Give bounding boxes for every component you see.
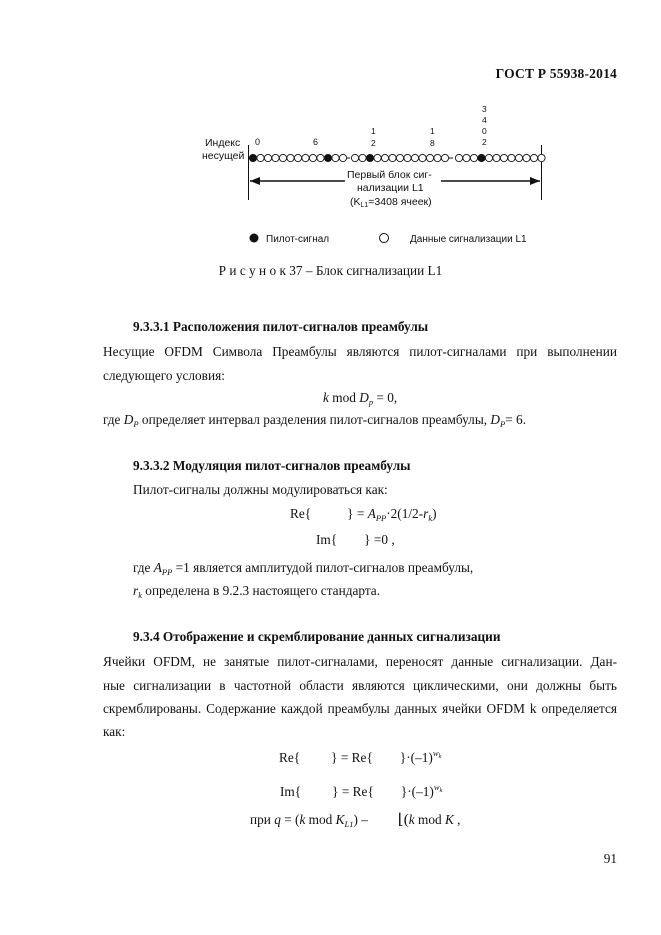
data-cell	[332, 154, 339, 161]
legend-data-marker	[380, 234, 389, 243]
pilot-cell	[366, 154, 373, 161]
data-cell	[381, 154, 388, 161]
data-cell	[287, 154, 294, 161]
data-cell	[359, 154, 366, 161]
data-cell	[272, 154, 279, 161]
data-cell	[538, 154, 545, 161]
data-cell	[493, 154, 500, 161]
block-label-line2: нализации L1	[357, 182, 424, 194]
data-cell	[470, 154, 477, 161]
index-label-3402-d1: 3	[482, 104, 487, 114]
data-cell	[264, 154, 271, 161]
data-cell	[508, 154, 515, 161]
data-cell	[515, 154, 522, 161]
index-label-12-bottom: 2	[371, 138, 376, 148]
formula-re-data: Re{ } = Re{ }$\cdot(-1)^{w_k}$	[279, 748, 442, 765]
span-arrowhead-right	[530, 177, 540, 185]
data-cell	[396, 154, 403, 161]
data-cell	[441, 154, 448, 161]
data-cell	[309, 154, 316, 161]
data-cell	[257, 154, 264, 161]
data-cell	[485, 154, 492, 161]
data-cell	[302, 154, 309, 161]
span-arrowhead-left	[250, 177, 260, 185]
data-cell	[426, 154, 433, 161]
para-9331-line2: следующего условия:	[103, 368, 225, 383]
index-label-3402-d2: 4	[482, 115, 487, 125]
data-cell	[411, 154, 418, 161]
index-label-3402-d3: 0	[482, 126, 487, 136]
para-9332: Пилот-сигналы должны модулироваться как:	[133, 482, 388, 497]
data-cell	[317, 154, 324, 161]
formula-pilot-condition: k mod $D_p = 0$,	[323, 390, 398, 407]
carrier-cells	[249, 154, 545, 161]
data-cell	[351, 154, 358, 161]
data-cell	[523, 154, 530, 161]
legend-pilot-marker	[250, 234, 259, 243]
data-cell	[294, 154, 301, 161]
index-label-12-top: 1	[371, 126, 376, 136]
block-label-line1: Первый блок сиг-	[347, 169, 432, 181]
pilot-cell	[324, 154, 331, 161]
para-9331-where: где $D_P$ определяет интервал разделения пилот-сигналов преамбулы, $D_P= 6$.	[103, 412, 527, 429]
data-cell	[279, 154, 286, 161]
data-cell	[463, 154, 470, 161]
pilot-cell	[249, 154, 256, 161]
para-9332-app: где $A_{PP} =1$ является амплитудой пилот-сигналов преамбулы,	[133, 560, 474, 577]
heading-9331: 9.3.3.1 Расположения пилот-сигналов преамбулы	[133, 319, 429, 334]
formula-im-data: Im{ } = Re{ }$\cdot(-1)^{w_k}$	[280, 782, 443, 799]
para-934-line3: скремблированы. Содержание каждой преамбулы данных ячейки OFDM k определяется	[103, 701, 617, 716]
index-label-18-top: 1	[430, 126, 435, 136]
para-934-line1: Ячейки OFDM, не занятые пилот-сигналами, переносят данные сигнализации. Дан-	[103, 654, 617, 669]
block-label-line3: (KL1=3408 ячеек)	[350, 196, 432, 209]
data-cell	[530, 154, 537, 161]
data-cell	[500, 154, 507, 161]
standard-header: ГОСТ Р 55938-2014	[495, 66, 617, 81]
axis-label-index: Индекс	[205, 137, 241, 149]
data-cell	[339, 154, 346, 161]
figure-l1-block	[0, 95, 661, 260]
legend-data-label: Данные сигнализации L1	[410, 234, 527, 245]
page-number: 91	[603, 851, 617, 866]
data-cell	[404, 154, 411, 161]
formula-re-pilot: Re{ } = $A_{PP}\cdot 2(1/2-r_k)$	[290, 506, 437, 523]
heading-934: 9.3.4 Отображение и скремблирование данных сигнализации	[133, 629, 501, 644]
heading-9332: 9.3.3.2 Модуляция пилот-сигналов преамбулы	[133, 458, 411, 473]
para-934-line2: ные сигнализации в частотной области являются циклическими, они должны быть	[103, 678, 617, 693]
data-cell	[434, 154, 441, 161]
index-label-3402-d4: 2	[482, 137, 487, 147]
formula-im-pilot: Im{ } =0 ,	[316, 532, 395, 547]
index-label-18-bottom: 8	[430, 138, 435, 148]
legend-pilot-label: Пилот-сигнал	[266, 234, 330, 245]
para-9331-line1: Несущие OFDM Символа Преамбулы являются пилот-сигналами при выполнении	[103, 344, 617, 359]
axis-label-carrier: несущей	[202, 150, 245, 162]
index-label-0: 0	[255, 137, 261, 147]
data-cell	[455, 154, 462, 161]
index-label-6: 6	[313, 137, 319, 147]
data-cell	[389, 154, 396, 161]
data-cell	[374, 154, 381, 161]
para-9332-rk: $r_k$ определена в 9.2.3 настоящего стандарта.	[133, 583, 381, 600]
pilot-cell	[478, 154, 485, 161]
para-934-line4: как:	[103, 724, 126, 739]
formula-q-definition: при q = (k mod $K_{L1}$) – ⌊(k mod K ,	[250, 812, 461, 829]
data-cell	[419, 154, 426, 161]
figure-caption: Р и с у н о к 37 – Блок сигнализации L1	[218, 263, 443, 278]
